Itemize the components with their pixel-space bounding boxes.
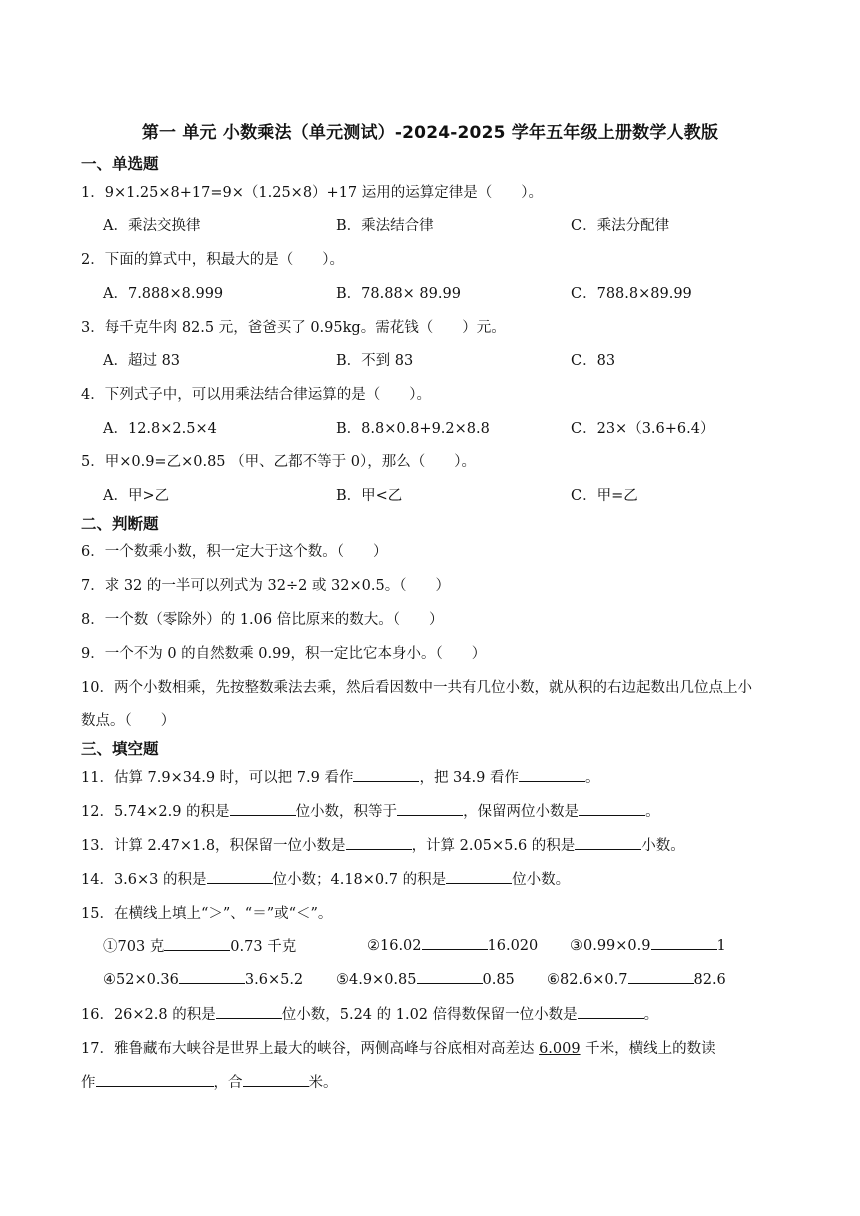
- q15-item-6-left: ⑥82.6×0.7: [547, 972, 628, 988]
- section-heading-true-false: 二、判断题: [81, 515, 159, 533]
- question-5: 5．甲×0.9=乙×0.85 （甲、乙都不等于 0），那么（ ）。: [81, 454, 476, 470]
- q12-text-1: 12．5.74×2.9 的积是: [81, 804, 230, 820]
- question-14: [81, 868, 570, 889]
- page-title: 第一 单元 小数乘法（单元测试）-2024-2025 学年五年级上册数学人教版: [141, 123, 719, 143]
- q1-option-b: B．乘法结合律: [336, 218, 434, 234]
- q17-text-2: 千米，横线上的数读: [580, 1041, 716, 1057]
- q15-item-3-left: ③0.99×0.9: [570, 938, 651, 954]
- question-17-line-2: [81, 1071, 338, 1092]
- answer-blank[interactable]: [628, 969, 694, 984]
- answer-blank[interactable]: [397, 801, 463, 816]
- q17-text-4: ，合: [213, 1075, 243, 1091]
- question-6: 6．一个数乘小数，积一定大于这个数。（ ）: [81, 544, 388, 560]
- q15-item-2-right: 16.020: [487, 938, 539, 954]
- q2-option-a: A．7.888×8.999: [103, 286, 224, 302]
- q3-option-c: C．83: [571, 353, 616, 369]
- q3-option-b: B．不到 83: [336, 353, 414, 369]
- q5-option-a: A．甲>乙: [103, 488, 170, 504]
- answer-blank[interactable]: [96, 1072, 214, 1087]
- q17-text-1: 17．雅鲁藏布大峡谷是世界上最大的峡谷，两侧高峰与谷底相对高差达: [81, 1041, 540, 1057]
- q16-text-1: 16．26×2.8 的积是: [81, 1007, 216, 1023]
- answer-blank[interactable]: [346, 835, 412, 850]
- section-heading-fill-in: 三、填空题: [81, 740, 159, 758]
- q15-item-3-right: 1: [716, 938, 726, 954]
- answer-blank[interactable]: [216, 1004, 282, 1019]
- q1-option-c: C．乘法分配律: [571, 218, 670, 234]
- q14-text-1: 14．3.6×3 的积是: [81, 872, 207, 888]
- section-heading-single-choice: 一、单选题: [81, 155, 159, 173]
- q15-item-4: [103, 969, 303, 988]
- question-7: 7．求 32 的一半可以列式为 32÷2 或 32×0.5。（ ）: [81, 578, 450, 594]
- question-12: [81, 800, 660, 821]
- question-11: [81, 766, 599, 787]
- q15-item-5-right: 0.85: [482, 972, 515, 988]
- q12-text-2: 位小数，积等于: [295, 804, 398, 820]
- q17-text-3: 作: [81, 1075, 96, 1091]
- answer-blank[interactable]: [422, 935, 488, 950]
- q15-item-4-right: 3.6×5.2: [244, 972, 304, 988]
- q12-text-3: ，保留两位小数是: [463, 804, 580, 820]
- q14-text-3: 位小数。: [512, 872, 571, 888]
- q3-option-a: A．超过 83: [103, 353, 181, 369]
- answer-blank[interactable]: [207, 869, 273, 884]
- q13-text-3: 小数。: [641, 838, 685, 854]
- answer-blank[interactable]: [519, 767, 585, 782]
- question-9: 9．一个不为 0 的自然数乘 0.99，积一定比它本身小。（ ）: [81, 646, 487, 662]
- answer-blank[interactable]: [579, 801, 645, 816]
- q4-option-a: A．12.8×2.5×4: [103, 421, 217, 437]
- q11-text-1: 11．估算 7.9×34.9 时，可以把 7.9 看作: [81, 770, 354, 786]
- q1-option-a: A．乘法交换律: [103, 218, 201, 234]
- answer-blank[interactable]: [243, 1072, 309, 1087]
- q15-item-2: [367, 935, 538, 954]
- q5-option-b: B．甲<乙: [336, 488, 403, 504]
- q13-text-2: ，计算 2.05×5.6 的积是: [411, 838, 576, 854]
- question-15: 15．在横线上填上“＞”、“＝”或“＜”。: [81, 906, 333, 922]
- q15-item-1: [103, 935, 296, 956]
- q15-item-5: [336, 969, 515, 988]
- q15-item-4-left: ④52×0.36: [103, 972, 179, 988]
- q2-option-b: B．78.88× 89.99: [336, 286, 461, 302]
- q15-item-6: [547, 969, 726, 988]
- question-4: 4．下列式子中，可以用乘法结合律运算的是（ ）。: [81, 387, 431, 403]
- question-1: 1．9×1.25×8+17=9×（1.25×8）+17 运用的运算定律是（ ）。: [81, 185, 544, 201]
- q15-item-5-left: ⑤4.9×0.85: [336, 972, 417, 988]
- q15-item-1-right: 0.73 千克: [230, 939, 297, 955]
- answer-blank[interactable]: [164, 936, 230, 951]
- q11-text-3: 。: [584, 770, 600, 786]
- q15-item-1-left: ①703 克: [103, 939, 165, 955]
- q4-option-c: C．23×（3.6+6.4）: [571, 421, 715, 437]
- q17-text-5: 米。: [308, 1075, 338, 1091]
- q13-text-1: 13．计算 2.47×1.8，积保留一位小数是: [81, 838, 346, 854]
- question-3: 3．每千克牛肉 82.5 元，爸爸买了 0.95kg。需花钱（ ）元。: [81, 320, 506, 336]
- answer-blank[interactable]: [446, 869, 512, 884]
- q14-text-2: 位小数；4.18×0.7 的积是: [272, 872, 447, 888]
- q4-option-b: B．8.8×0.8+9.2×8.8: [336, 421, 490, 437]
- q16-text-3: 。: [643, 1007, 659, 1023]
- question-8: 8．一个数（零除外）的 1.06 倍比原来的数大。（ ）: [81, 612, 444, 628]
- q5-option-c: C．甲=乙: [571, 488, 638, 504]
- q17-underlined-number: 6.009: [539, 1041, 581, 1057]
- q16-text-2: 位小数，5.24 的 1.02 倍得数保留一位小数是: [281, 1007, 578, 1023]
- q12-text-4: 。: [645, 804, 660, 820]
- answer-blank[interactable]: [353, 767, 419, 782]
- answer-blank[interactable]: [575, 835, 641, 850]
- answer-blank[interactable]: [230, 801, 296, 816]
- answer-blank[interactable]: [651, 935, 717, 950]
- q15-item-2-left: ②16.02: [367, 938, 422, 954]
- question-17-line-1: [81, 1037, 716, 1058]
- q11-text-2: ，把 34.9 看作: [419, 770, 519, 786]
- q15-item-3: [570, 935, 726, 954]
- question-16: [81, 1003, 658, 1024]
- question-2: 2．下面的算式中，积最大的是（ ）。: [81, 252, 344, 268]
- answer-blank[interactable]: [578, 1004, 644, 1019]
- question-13: [81, 834, 685, 855]
- q2-option-c: C．788.8×89.99: [571, 286, 692, 302]
- answer-blank[interactable]: [179, 969, 245, 984]
- answer-blank[interactable]: [417, 969, 483, 984]
- question-10-line-2: 数点。（ ）: [81, 713, 176, 729]
- question-10-line-1: 10．两个小数相乘，先按整数乘法去乘，然后看因数中一共有几位小数，就从积的右边起数出几位点上小: [81, 680, 752, 696]
- q15-item-6-right: 82.6: [693, 972, 726, 988]
